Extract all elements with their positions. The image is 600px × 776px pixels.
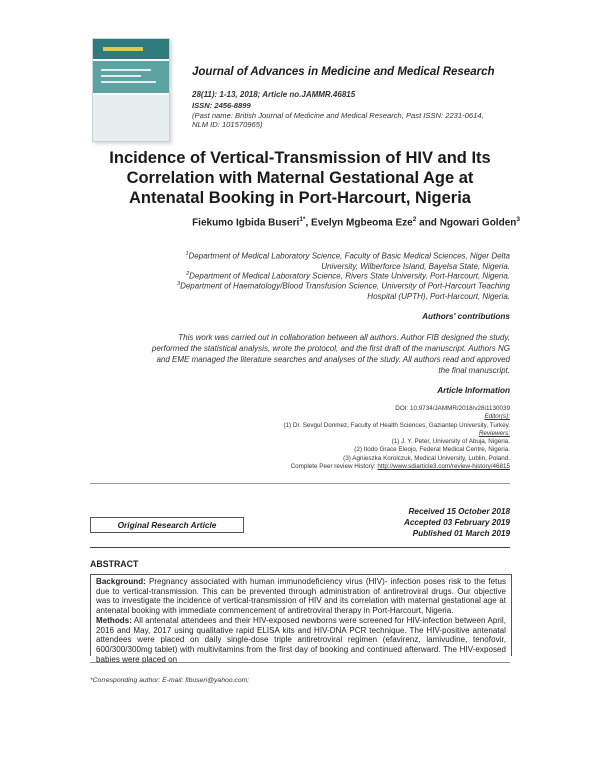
footnote-divider	[90, 662, 510, 663]
title-line-2: Correlation with Maternal Gestational Age at	[126, 169, 474, 187]
title-line-1: Incidence of Vertical-Transmission of HIV and Its	[109, 149, 491, 167]
author-3-sup: 3	[516, 216, 520, 223]
affiliation-3	[70, 279, 510, 303]
author-3: and Ngowari Golden	[416, 217, 517, 229]
reviewer-3: (3) Agnieszka Korolczuk, Medical University, Lublin, Poland.	[343, 454, 510, 462]
methods-text: All antenatal attendees and their HIV-exposed newborns were screened for HIV-infection between April, 2016 and May, 2017 using qualitative rapid ELISA kits and HIV-DNA PCR technique. The HIV-positive antenatal attendees were placed on daily single-dose triple antiretroviral regimen (efavirenz, lamivudine, tenofovir, 600/300/300mg tablet) with multivitamins from the first day of booking and continued afterward. The HIV-exposed babies were placed on	[96, 615, 506, 664]
abstract-box	[90, 574, 512, 664]
abstract-text	[91, 575, 511, 666]
author-2: , Evelyn Mgbeoma Eze	[305, 217, 413, 229]
received-date: Received 15 October 2018	[408, 507, 510, 516]
contributions-text	[70, 332, 510, 376]
journal-past-name-1: (Past name: British Journal of Medicine and Medical Research, Past ISSN: 2231-0614,	[192, 111, 484, 120]
article-title	[60, 148, 540, 208]
journal-issn: ISSN: 2456-8899	[192, 101, 251, 110]
published-date: Published 01 March 2019	[412, 529, 510, 538]
methods-label: Methods:	[96, 615, 132, 625]
contributions-line-1: This work was carried out in collaboration between all authors. Author FIB designed the study,	[178, 333, 510, 342]
author-2-sup: 2	[412, 216, 417, 223]
affiliation-1-sup: 1	[185, 251, 189, 257]
editor-1: (1) Dr. Sevgul Donmez, Faculty of Health Sciences, Gaziantep University, Turkey.	[283, 421, 510, 429]
accepted-date: Accepted 03 February 2019	[403, 518, 510, 527]
reviewers-label: Reviewers:	[478, 429, 510, 437]
affiliation-2-sup: 2	[186, 271, 190, 277]
title-line-3: Antenatal Booking in Port-Harcourt, Nigeria	[129, 189, 471, 207]
background-label: Background:	[96, 577, 146, 586]
info-divider	[90, 483, 510, 484]
contributions-heading: Authors' contributions	[422, 312, 510, 321]
author-1: Fiekumo Igbida Buseri	[192, 217, 300, 229]
article-info-heading: Article Information	[437, 386, 510, 395]
article-info-block	[110, 405, 510, 471]
doi: DOI: 10.9734/JAMMR/2018/v28i1130039	[395, 405, 510, 412]
article-type-box: Original Research Article	[90, 517, 244, 533]
contributions-line-3: and EME managed the literature searches and analyses of the study. All authors read and approved	[156, 355, 510, 364]
journal-title: Journal of Advances in Medicine and Medical Research	[192, 66, 495, 78]
corresponding-author-footnote: *Corresponding author: E-mail: fibuseri@yahoo.com;	[90, 677, 250, 684]
peer-review-history	[110, 463, 510, 471]
journal-cover-image	[92, 38, 170, 142]
peer-review-label: Complete Peer review History:	[290, 463, 378, 471]
contributions-line-4: the final manuscript.	[438, 366, 510, 375]
abstract-heading: ABSTRACT	[90, 559, 139, 569]
affiliation-3-line-2: Hospital (UPTH), Port-Harcourt, Nigeria.	[367, 292, 510, 302]
abstract-divider	[90, 547, 510, 548]
author-list	[40, 216, 520, 228]
editors-label: Editor(s):	[484, 413, 510, 421]
affiliation-3-line-1: Department of Haematology/Blood Transfusion Science, University of Port-Harcourt Teaching	[180, 281, 510, 291]
journal-volume: 28(11): 1-13, 2018; Article no.JAMMR.46815	[192, 90, 356, 99]
reviewer-2: (2) Itodo Grace Eleojo, Federal Medical Centre, Nigeria.	[354, 446, 510, 454]
contributions-line-2: performed the statistical analysis, wrote the protocol, and the first draft of the manuscript. Authors NG	[151, 344, 510, 353]
journal-past-name-2: NLM ID: 101570965)	[192, 120, 263, 129]
author-1-sup: 1*	[299, 216, 306, 223]
affiliation-3-sup: 3	[177, 281, 181, 287]
affiliation-1-line-2: University, Wilberforce Island, Bayelsa State, Nigeria.	[321, 262, 510, 272]
background-text: Pregnancy associated with human immunodeficiency virus (HIV)- infection poses risk to the fetus due to vertical-transmission. This can be prevented through administration of antiretroviral drugs. Our objective was to investigate the incidence of vertical-transmission of HIV and its correlation with maternal gestational age at antenatal booking with immediate commencement of antiretroviral therapy in Port-Harcourt, Nigeria.	[96, 577, 506, 616]
affiliation-1-line-1: Department of Medical Laboratory Science, Faculty of Basic Medical Sciences, Niger Delta	[188, 251, 510, 261]
affiliation-2-line-1: Department of Medical Laboratory Science, Rivers State University, Port-Harcourt, Nigeria.	[189, 271, 510, 281]
peer-review-link[interactable]: http://www.sdiarticle3.com/review-history/46815	[377, 463, 510, 471]
dates-block	[404, 506, 510, 539]
reviewer-1: (1) J. Y. Peter, University of Abuja, Nigeria.	[391, 438, 510, 446]
